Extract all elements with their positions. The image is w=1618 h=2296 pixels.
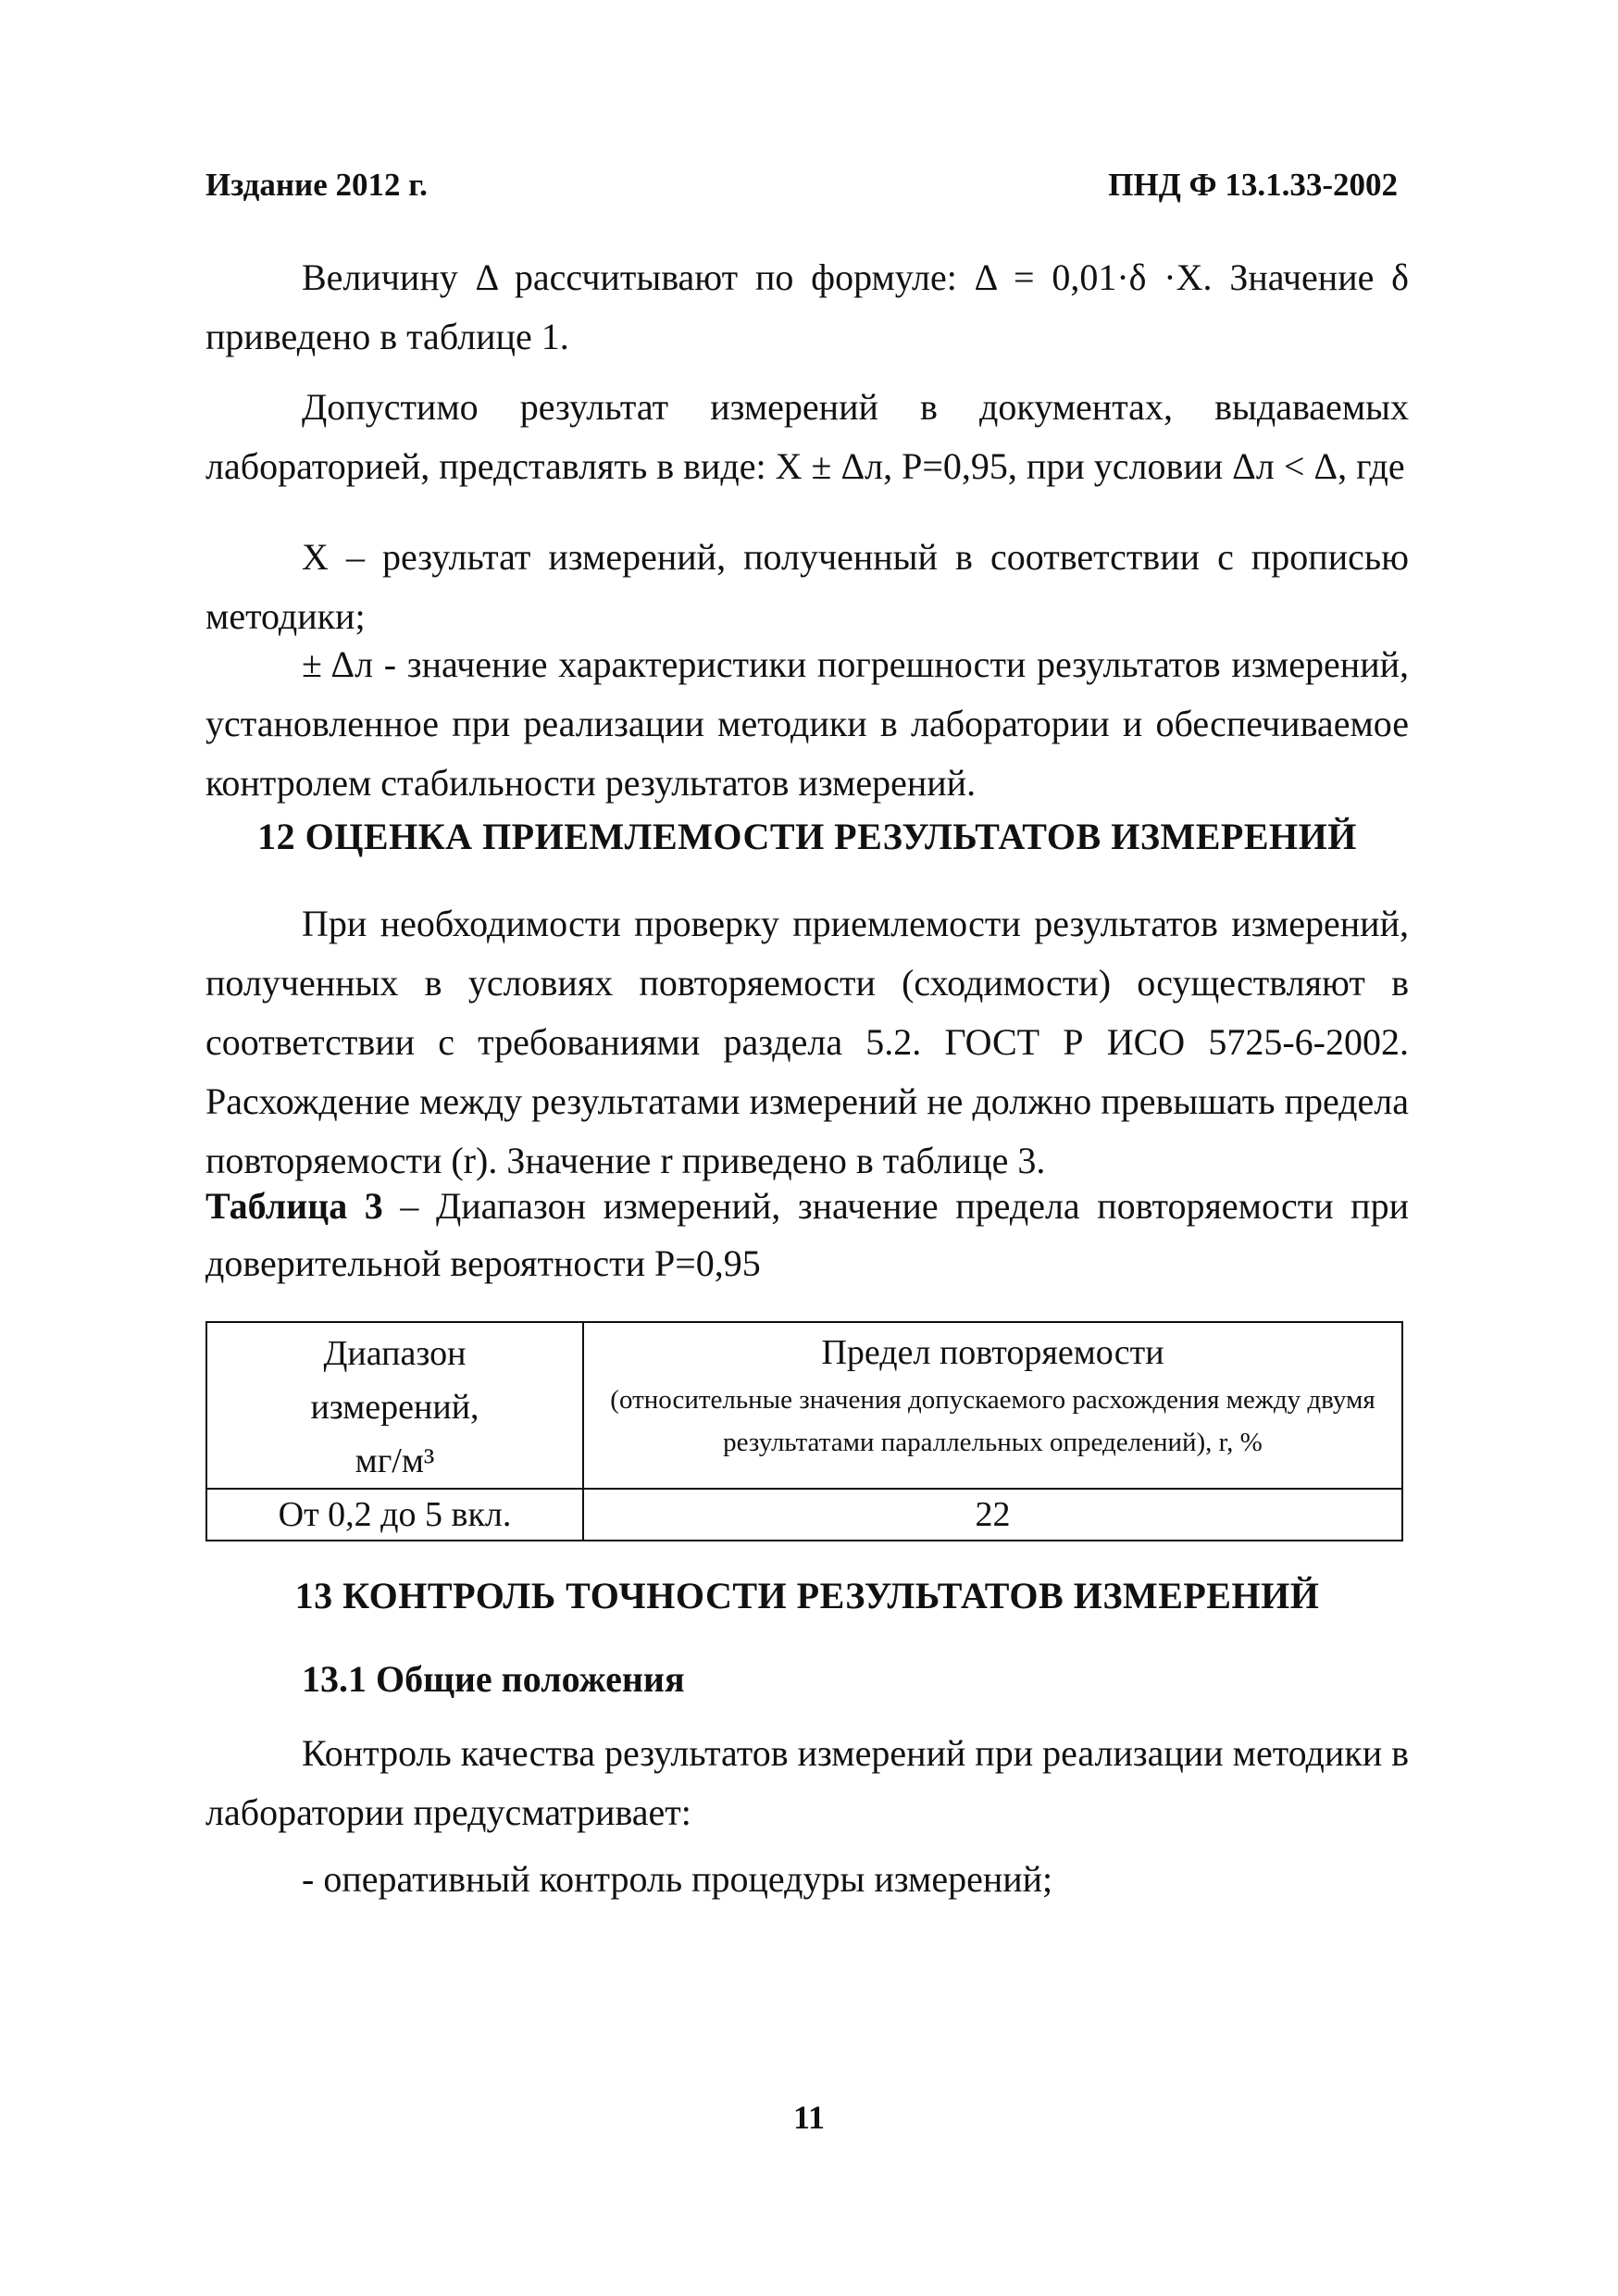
edition-label: Издание 2012 г. [205,167,428,203]
paragraph-x-definition [205,528,1409,646]
paragraph-text: Контроль качества результатов измерений при реализации методики в лаборатории предусматривает: [205,1732,1409,1833]
paragraph-acceptability [205,894,1409,1191]
paragraph-delta-l-definition [205,635,1409,813]
paragraph-result-format [205,378,1409,496]
page-number: 11 [792,2099,825,2136]
cell-range: От 0,2 до 5 вкл. [206,1489,583,1541]
section-13-1-heading: 13.1 Общие положения [302,1658,685,1700]
paragraph-text: ± Δл - значение характеристики погрешности результатов измерений, установленное при реализации методики в лаборатории и обеспечиваемое контролем стабильности результатов измерений. [205,643,1409,804]
table-header-row [206,1322,1402,1489]
table-3-caption [205,1178,1409,1292]
section-13-heading: 13 КОНТРОЛЬ ТОЧНОСТИ РЕЗУЛЬТАТОВ ИЗМЕРЕНИЙ [294,1575,1320,1616]
column-header-range [206,1322,583,1489]
column-header-note: (относительные значения допускаемого расхождения между двумя результатами параллельных определений), r, % [610,1385,1375,1457]
paragraph-delta-formula [205,248,1409,367]
list-item-operative-control [205,1850,1409,1909]
paragraph-text: Величину Δ рассчитывают по формуле: Δ = 0,01·δ ·X. Значение δ приведено в таблице 1. [205,256,1409,357]
section-12-heading: 12 ОЦЕНКА ПРИЕМЛЕМОСТИ РЕЗУЛЬТАТОВ ИЗМЕРЕНИЙ [257,816,1357,857]
paragraph-text: При необходимости проверку приемлемости результатов измерений, полученных в условиях повторяемости (сходимости) осуществляют в соответствии с требованиями раздела 5.2. ГОСТ Р ИСО 5725-6-2002. Расхождение между результатами измерений не должно превышать предела повторяемости (r). Значение r приведено в таблице 3. [205,903,1409,1181]
document-code: ПНД Ф 13.1.33-2002 [1108,167,1398,203]
table-3 [205,1321,1403,1541]
column-header-range-text: Диапазон измерений, мг/м³ [310,1334,479,1480]
paragraph-quality-control [205,1724,1409,1842]
column-header-repeatability [583,1322,1402,1489]
list-item-text: - оперативный контроль процедуры измерений; [302,1858,1053,1900]
column-header-title: Предел повторяемости [821,1333,1164,1372]
paragraph-text: Допустимо результат измерений в документах, выдаваемых лабораторией, представлять в виде: X ± Δл, P=0,95, при условии Δл < Δ, где [205,386,1409,487]
table-row [206,1489,1402,1541]
paragraph-text: X – результат измерений, полученный в соответствии с прописью методики; [205,536,1409,637]
cell-value: 22 [583,1489,1402,1541]
table-caption-text: – Диапазон измерений, значение предела повторяемости при доверительной вероятности P=0,95 [205,1185,1409,1284]
table-caption-label: Таблица 3 [205,1185,383,1227]
